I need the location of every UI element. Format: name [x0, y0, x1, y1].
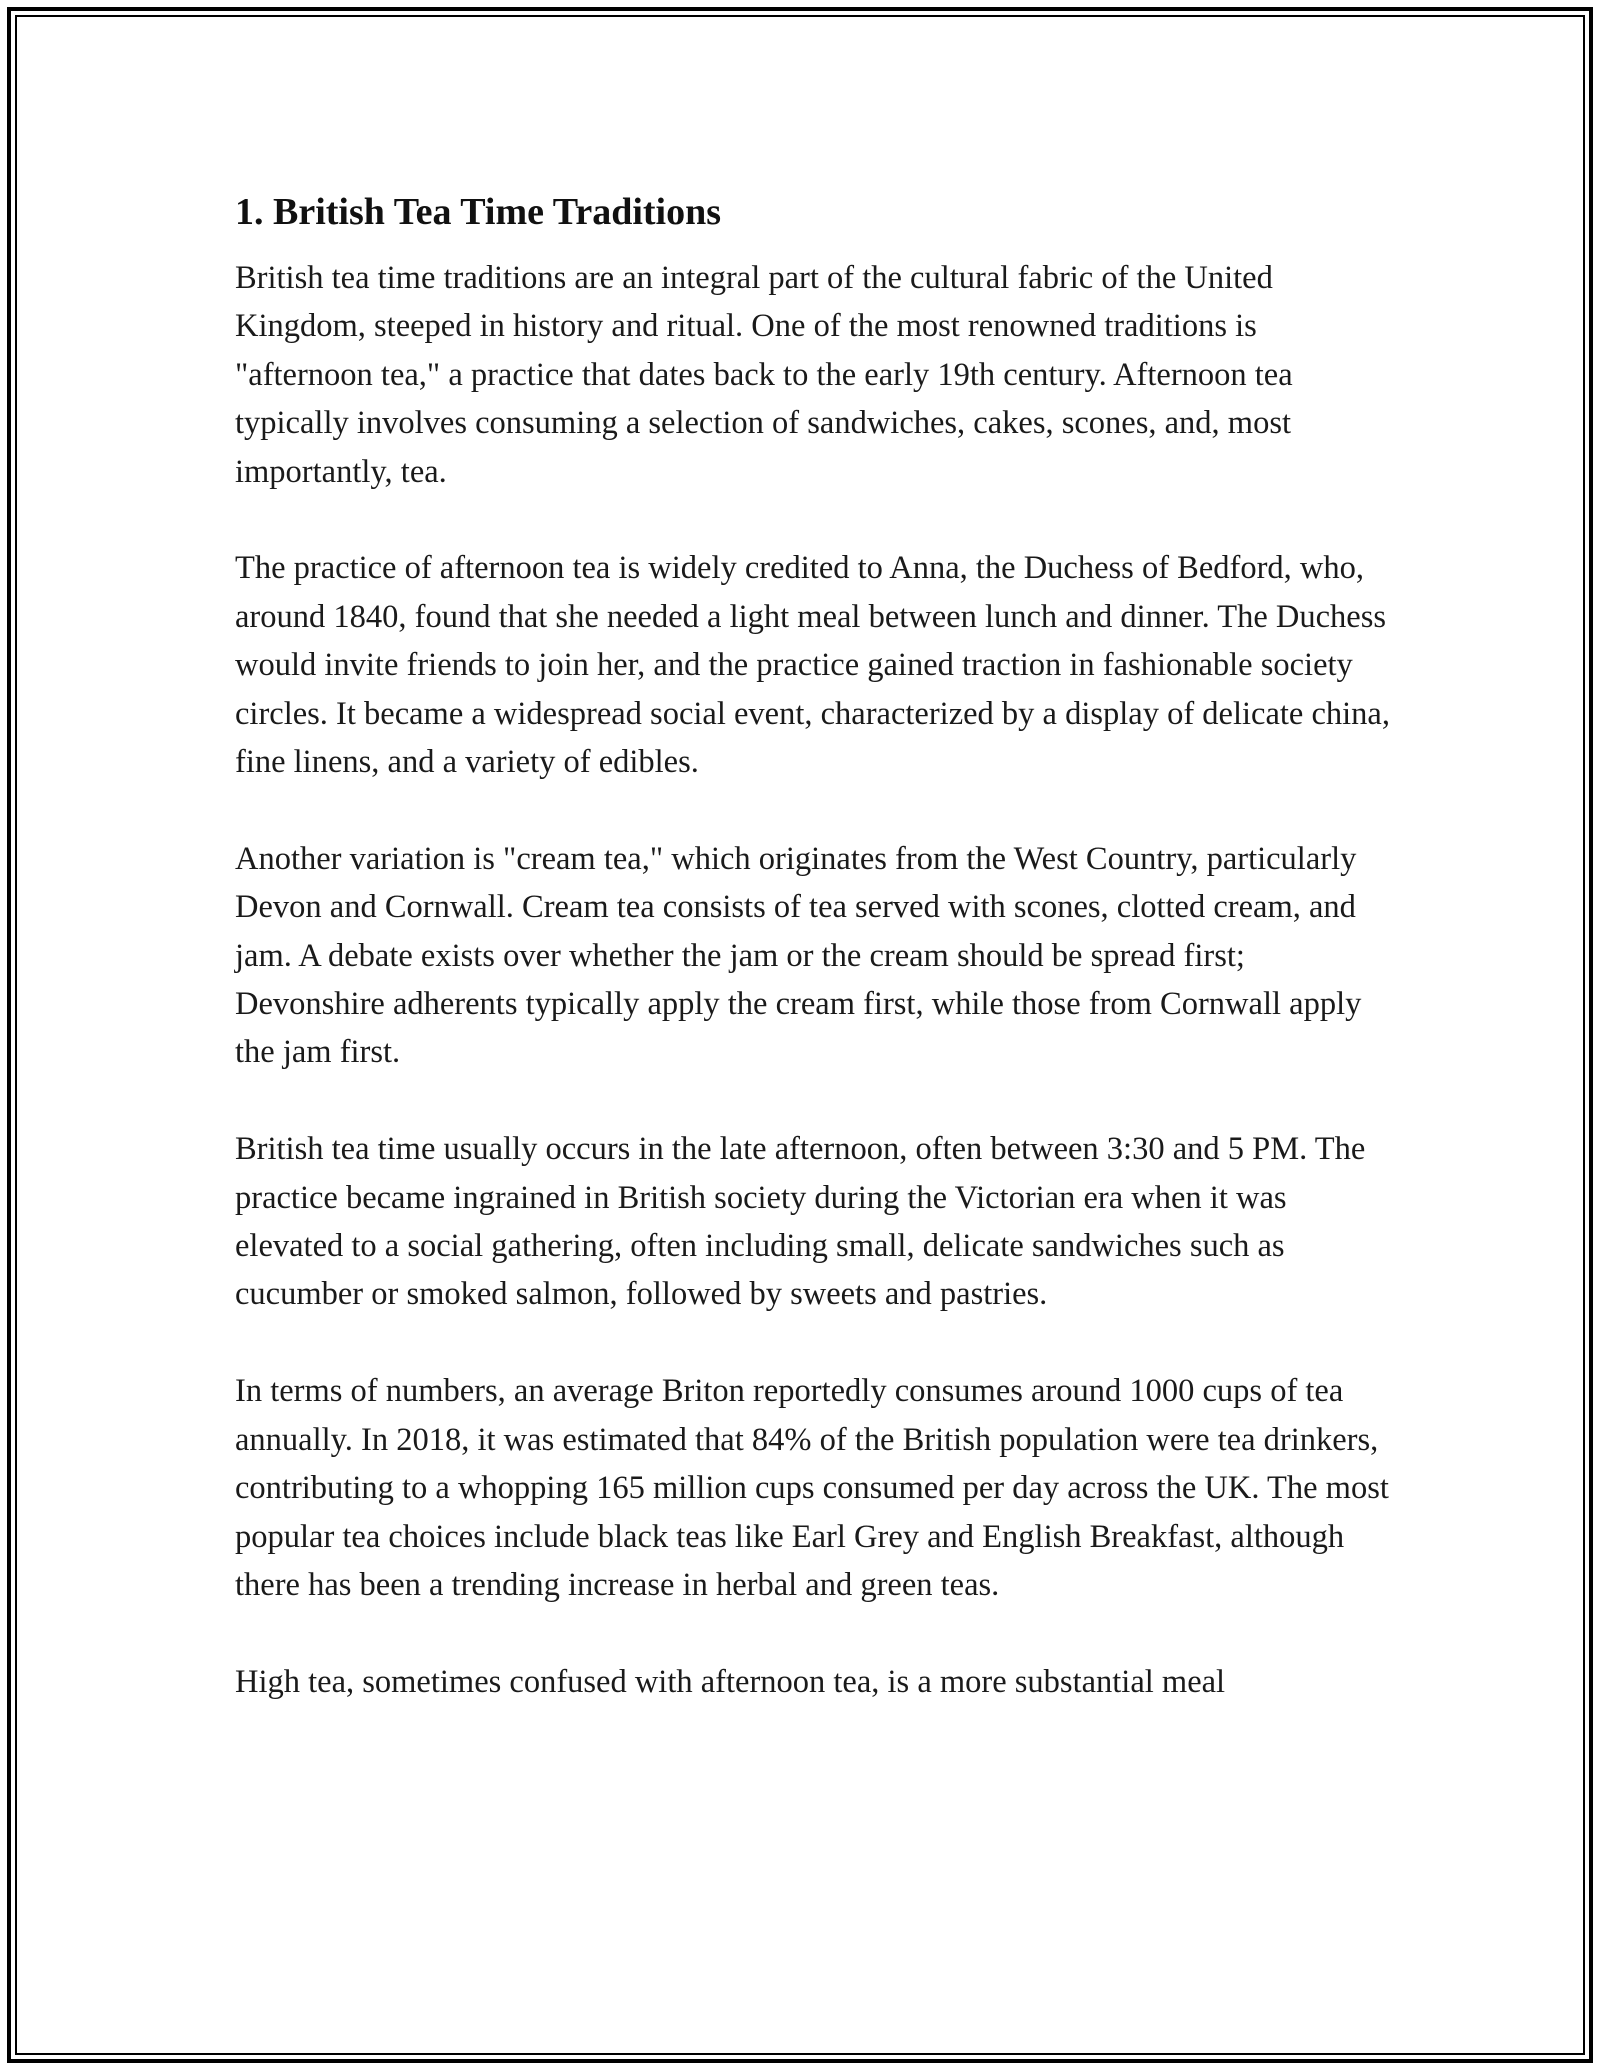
paragraph-tea-time-hours: British tea time usually occurs in the late afternoon, often between 3:30 and 5 PM. The practice became ingrained in British society during the Victorian era when it was elevated to a social gathering, often including small, delicate sandwiches such as cucumber or smoked salmon, followed by sweets and pastries.: [235, 1131, 1366, 1313]
paragraph-tea-statistics: In terms of numbers, an average Briton reportedly consumes around 1000 cups of tea annually. In 2018, it was estimated that 84% of the British population were tea drinkers, contributing to a whopping 165 million cups consumed per day across the UK. The most popular tea choices include black teas like Earl Grey and English Breakfast, although there has been a trending increase in herbal and green teas.: [235, 1373, 1389, 1603]
paragraph-cream-tea: Another variation is "cream tea," which originates from the West Country, particularly Devon and Cornwall. Cream tea consists of tea served with scones, clotted cream, and jam. A debate exists over whether the jam or the cream should be spread first; Devonshire adherents typically apply the cream first, while those from Cornwall apply the jam first.: [235, 840, 1362, 1071]
document-body: [235, 186, 1395, 1706]
paragraph-high-tea: High tea, sometimes confused with afternoon tea, is a more substantial meal: [235, 1663, 1226, 1700]
paragraph-duchess-of-bedford: The practice of afternoon tea is widely credited to Anna, the Duchess of Bedford, who, around 1840, found that she needed a light meal between lunch and dinner. The Duchess would invite friends to join her, and the practice gained traction in fashionable society circles. It became a widespread social event, characterized by a display of delicate china, fine linens, and a variety of edibles.: [235, 550, 1390, 781]
paragraph-afternoon-tea-intro: British tea time traditions are an integral part of the cultural fabric of the United Kingdom, steeped in history and ritual. One of the most renowned traditions is "afternoon tea," a practice that dates back to the early 19th century. Afternoon tea typically involves consuming a selection of sandwiches, cakes, scones, and, most importantly, tea.: [235, 260, 1293, 490]
section-title: 1. British Tea Time Traditions: [235, 191, 722, 233]
